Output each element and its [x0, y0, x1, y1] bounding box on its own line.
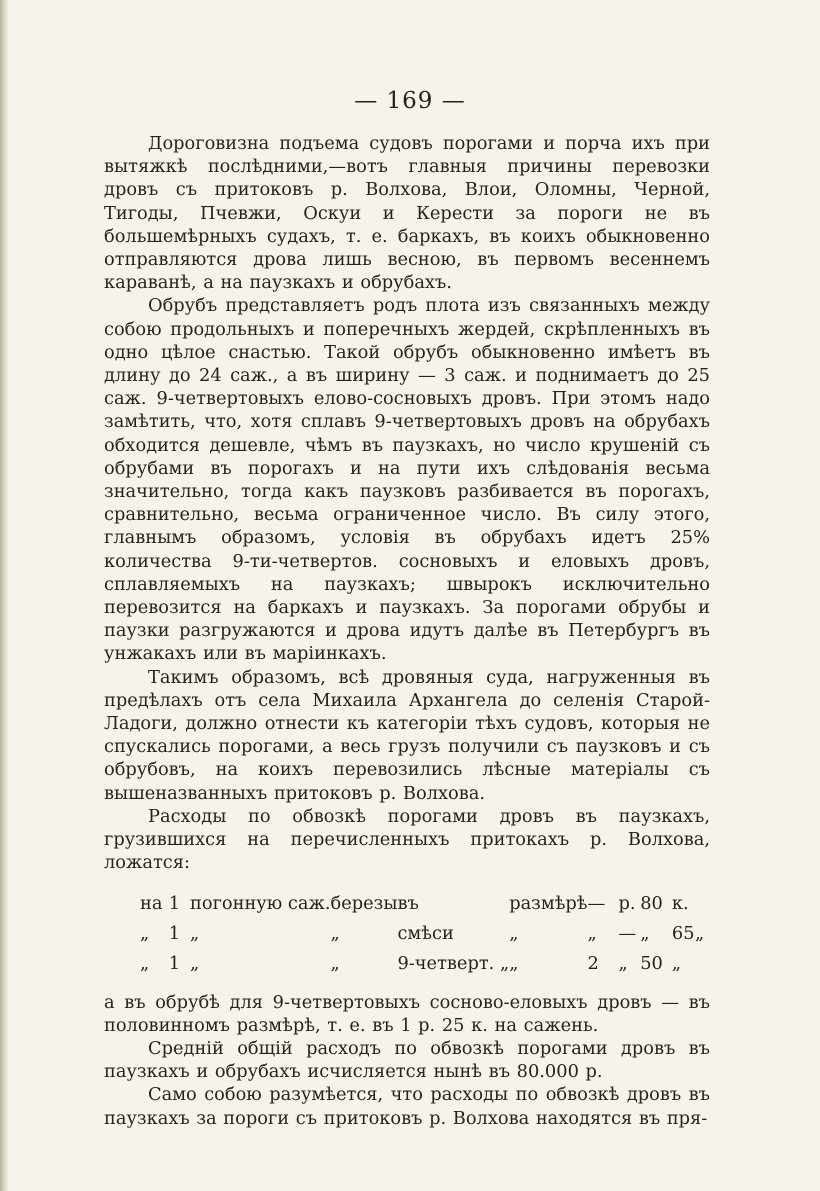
price-row-mixed [140, 919, 710, 949]
price-table [140, 889, 710, 979]
price-cell: „ [330, 922, 340, 944]
price-cell: „ [587, 922, 597, 944]
price-cell: к. [671, 892, 689, 914]
page-spine-edge [0, 0, 9, 1191]
price-cell: „ [140, 922, 150, 944]
price-cell: „ [509, 952, 519, 974]
price-cell: 9-четверт. „ [397, 952, 510, 974]
price-cell: „ [640, 922, 650, 944]
price-cell: „ [190, 922, 200, 944]
price-cell: въ [397, 892, 419, 914]
price-cell: 1 [168, 922, 181, 944]
price-row-nine-quarter [140, 949, 710, 979]
price-cell: на [140, 892, 163, 914]
price-cell: 80 [640, 892, 663, 914]
paragraph-average-expense: Среднiй общiй расходъ по обвозкѣ порогами дровъ въ паузкахъ и обрубахъ исчисляется нынѣ въ 80.000 р. [104, 1037, 710, 1083]
price-cell: смѣси [397, 922, 454, 944]
price-cell: — [618, 922, 637, 944]
paragraph-vessel-category: Такимъ образомъ, всѣ дровяныя суда, нагруженныя въ предѣлахъ отъ села Михаила Архангела до селенія Старой-Ладоги, должно отнести къ категоріи тѣхъ судовъ, которыя не спускались порогами, а весь грузъ получили съ паузковъ и съ обрубовъ, на коихъ перевозились лѣсные матеріалы съ вышеназванныхъ притоковъ р. Волхова. [104, 666, 710, 804]
paragraph-expenses-intro: Расходы по обвозкѣ порогами дровъ въ паузкахъ, грузившихся на перечисленныхъ притокахъ р. Волхова, ложатся: [104, 805, 710, 874]
paragraph-continuation: Само собою разумѣется, что расходы по обвозкѣ дровъ въ паузкахъ за пороги съ притоковъ р. Волхова находятся въ пря- [104, 1084, 710, 1129]
price-cell: „ [140, 952, 150, 974]
price-cell: 2 [587, 952, 599, 974]
price-cell: 50 [640, 952, 663, 974]
price-cell: березы [330, 892, 398, 914]
price-cell: — [587, 892, 606, 914]
price-cell: 1 [168, 952, 181, 974]
price-cell: размѣрѣ [509, 892, 588, 914]
paragraph-obrub-cost: а въ обрубѣ для 9-четвертовыхъ сосново-еловыхъ дровъ — въ половинномъ размѣрѣ, т. е. въ 1 р. 25 к. на сажень. [104, 991, 710, 1036]
price-cell: „ [190, 952, 200, 974]
price-cell: р. [618, 892, 636, 914]
price-cell: „ [695, 922, 705, 944]
price-cell: погонную саж. [190, 892, 331, 914]
page-number: — 169 — [354, 88, 466, 114]
price-cell: 1 [168, 892, 181, 914]
price-cell: „ [509, 922, 519, 944]
price-cell: 65 [671, 922, 695, 944]
price-cell: „ [618, 952, 628, 974]
main-text [104, 132, 710, 1130]
price-cell: „ [330, 952, 340, 974]
price-row-birch [140, 889, 710, 919]
paragraph-reasons: Дороговизна подъема судовъ порогами и порча ихъ при вытяжкѣ послѣдними,—вотъ главныя причины перевозки дровъ съ притоковъ р. Волхова, Влои, Оломны, Черной, Тигоды, Пчевжи, Оскуи и Керести за пороги не въ большемѣрныхъ судахъ, т. е. баркахъ, въ коихъ обыкновенно отправляются дрова лишь весною, въ первомъ весеннемъ караванѣ, а на паузкахъ и обрубахъ. [104, 133, 710, 294]
price-cell: „ [671, 952, 682, 974]
paragraph-obrub-description: Обрубъ представляетъ родъ плота изъ связанныхъ между собою продольныхъ и поперечныхъ жердей, скрѣпленныхъ въ одно цѣлое снастью. Такой обрубъ обыкновенно имѣетъ въ длину до 24 саж., а въ ширину — 3 саж. и поднимаетъ до 25 саж. 9-четвертовыхъ елово-сосновыхъ дровъ. При этомъ надо замѣтить, что, хотя сплавъ 9-четвертовыхъ дровъ на обрубахъ обходится дешевле, чѣмъ въ паузкахъ, но число крушеній съ обрубами въ порогахъ и на пути ихъ слѣдованія весьма значительно, тогда какъ паузковъ разбивается въ порогахъ, сравнительно, весьма ограниченное число. Въ силу этого, главнымъ образомъ, условія въ обрубахъ идетъ 25% количества 9-ти-четвертов. сосновыхъ и еловыхъ дровъ, сплавляемыхъ на паузкахъ; швырокъ исключительно перевозится на баркахъ и паузкахъ. За порогами обрубы и паузки разгружаются и дрова идутъ далѣе въ Петербургъ въ унжакахъ или въ маріинкахъ. [104, 295, 710, 665]
